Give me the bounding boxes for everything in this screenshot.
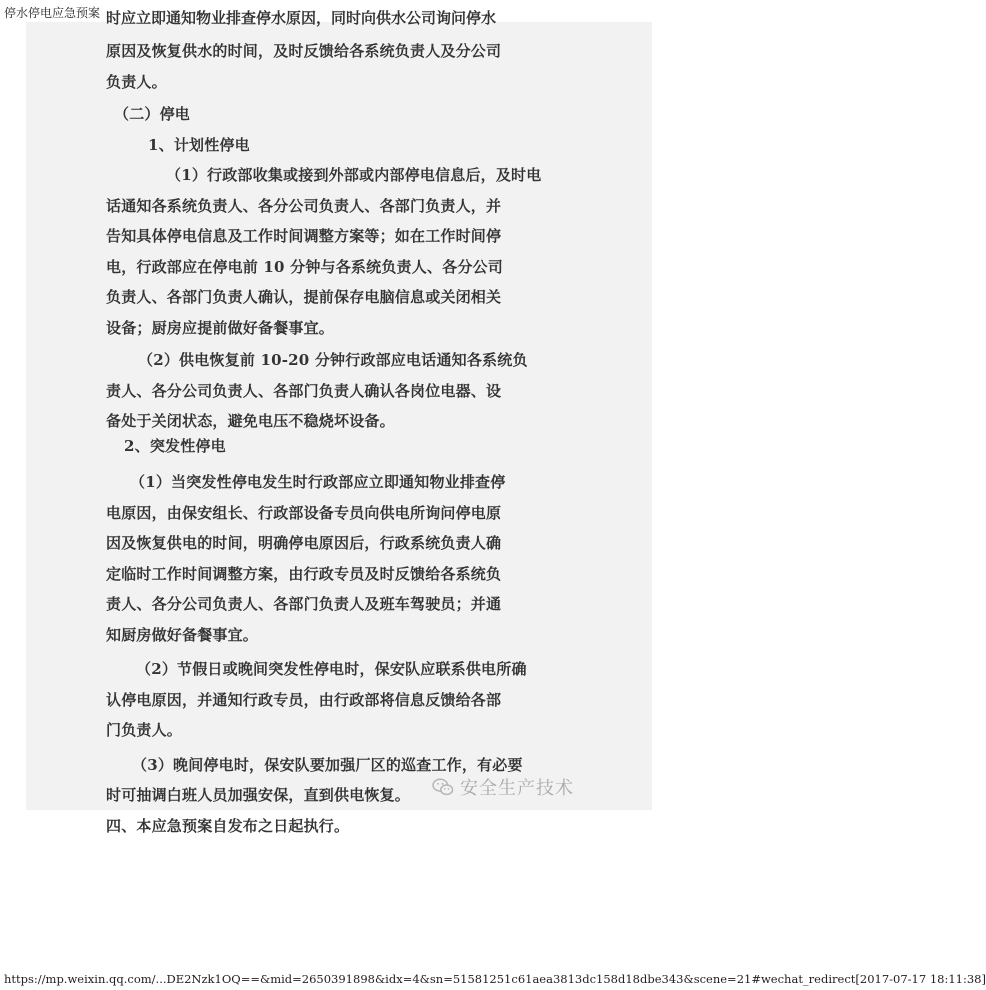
- text-line: 电，行政部应在停电前 10 分钟与各系统负责人、各分公司: [106, 257, 503, 276]
- text-line: 时可抽调白班人员加强安保，直到供电恢复。: [106, 786, 411, 804]
- text-line: 门负责人。: [106, 721, 183, 739]
- text-line: 责人、各分公司负责人、各部门负责人及班车驾驶员；并通: [106, 595, 502, 613]
- text-line: 原因及恢复供水的时间，及时反馈给各系统负责人及分公司: [106, 42, 502, 60]
- text-line: 责人、各分公司负责人、各部门负责人确认各岗位电器、设: [106, 381, 502, 400]
- watermark-text: 安全生产技术: [460, 778, 574, 799]
- text-line: 备处于关闭状态，避免电压不稳烧坏设备。: [106, 412, 395, 430]
- document-body: [106, 22, 576, 841]
- text-line: 定临时工作时间调整方案，由行政专员及时反馈给各系统负: [106, 564, 502, 583]
- text-line: 认停电原因，并通知行政专员，由行政部将信息反馈给各部: [106, 690, 502, 709]
- text-line: （2）供电恢复前 10-20 分钟行政部应电话通知各系统负: [138, 351, 528, 369]
- text-line: （2）节假日或晚间突发性停电时，保安队应联系供电所确: [136, 660, 527, 678]
- print-header-title: 停水停电应急预案: [4, 6, 101, 20]
- text-line: 负责人。: [106, 72, 167, 91]
- text-line: 负责人、各部门负责人确认，提前保存电脑信息或关闭相关: [106, 288, 502, 306]
- watermark: [432, 772, 574, 802]
- text-line: 知厨房做好备餐事宜。: [106, 625, 259, 644]
- heading-planned-outage: 1、计划性停电: [148, 135, 250, 154]
- text-line: 电原因，由保安组长、行政部设备专员向供电所询问停电原: [106, 503, 502, 522]
- print-footer-url: https://mp.weixin.qq.com/...DE2Nzk1OQ==&mid=2650391898&idx=4&sn=51581251c61aea3813dc158d18dbe343&scene=21#wechat_redirect[2017-07-17 18:11:38]: [4, 972, 986, 986]
- text-line: 告知具体停电信息及工作时间调整方案等；如在工作时间停: [106, 227, 502, 245]
- cut-off-line: 时应立即通知物业排查停水原因，同时向供水公司询问停水: [106, 9, 497, 27]
- text-line: （3）晚间停电时，保安队要加强厂区的巡查工作，有必要: [132, 755, 523, 774]
- section-heading-power-outage: （二）停电: [114, 105, 191, 123]
- text-line: （1）行政部收集或接到外部或内部停电信息后，及时电: [166, 166, 542, 184]
- heading-sudden-outage: 2、突发性停电: [124, 436, 226, 455]
- text-line: 话通知各系统负责人、各分公司负责人、各部门负责人，并: [106, 196, 502, 215]
- wechat-icon: [432, 777, 454, 797]
- text-line: 设备；厨房应提前做好备餐事宜。: [106, 318, 335, 337]
- text-line: 因及恢复供电的时间，明确停电原因后，行政系统负责人确: [106, 534, 502, 552]
- text-line: （1）当突发性停电发生时行政部应立即通知物业排查停: [130, 473, 506, 491]
- closing-line: 四、本应急预案自发布之日起执行。: [106, 816, 350, 835]
